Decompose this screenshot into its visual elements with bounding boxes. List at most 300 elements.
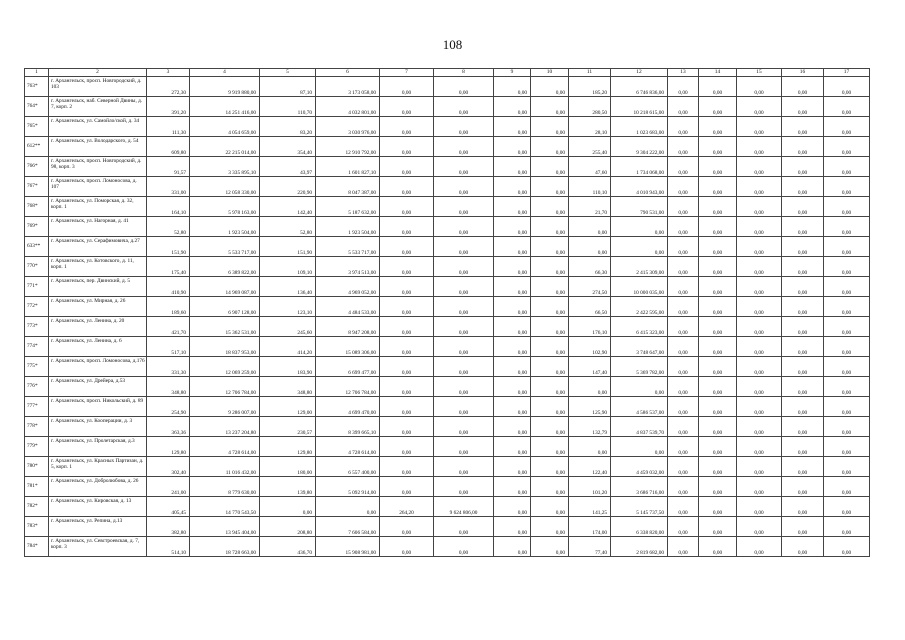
value-cell-11: 125,90	[569, 397, 611, 417]
value-cell-3: 164,10	[147, 197, 190, 217]
row-number-cell: 774*	[25, 337, 49, 357]
value-cell-16: 0,00	[782, 137, 824, 157]
row-number-cell: 765*	[25, 117, 49, 137]
table-row	[25, 537, 870, 557]
table-row	[25, 117, 870, 137]
value-cell-12: 5 145 737,50	[611, 497, 668, 517]
value-cell-15: 0,00	[737, 437, 782, 457]
value-cell-5: 180,00	[260, 457, 316, 477]
value-cell-9: 0,00	[494, 177, 531, 197]
value-cell-7: 0,00	[380, 357, 434, 377]
value-cell-9: 0,00	[494, 157, 531, 177]
value-cell-10: 0,00	[531, 517, 569, 537]
value-cell-8: 0,00	[434, 197, 494, 217]
value-cell-13: 0,00	[668, 517, 699, 537]
value-cell-16: 0,00	[782, 97, 824, 117]
value-cell-9: 0,00	[494, 537, 531, 557]
column-number-12: 12	[611, 69, 668, 77]
value-cell-7: 0,00	[380, 337, 434, 357]
value-cell-8: 0,00	[434, 377, 494, 397]
value-cell-15: 0,00	[737, 457, 782, 477]
value-cell-13: 0,00	[668, 417, 699, 437]
value-cell-12: 5 369 782,00	[611, 357, 668, 377]
value-cell-17: 0,00	[824, 297, 870, 317]
value-cell-11: 110,10	[569, 177, 611, 197]
column-number-14: 14	[699, 69, 737, 77]
value-cell-3: 410,90	[147, 277, 190, 297]
value-cell-6: 4 032 801,00	[316, 97, 380, 117]
row-number-cell: 770*	[25, 257, 49, 277]
row-number-cell: 771*	[25, 277, 49, 297]
value-cell-7: 0,00	[380, 257, 434, 277]
value-cell-9: 0,00	[494, 417, 531, 437]
value-cell-9: 0,00	[494, 337, 531, 357]
address-cell: г. Архангельск, просп. Ломоносова, д.176	[49, 357, 147, 377]
value-cell-9: 0,00	[494, 477, 531, 497]
value-cell-6: 3 030 976,00	[316, 117, 380, 137]
value-cell-7: 0,00	[380, 417, 434, 437]
value-cell-4: 5 978 163,00	[190, 197, 260, 217]
value-cell-7: 0,00	[380, 157, 434, 177]
row-number-cell: 783*	[25, 517, 49, 537]
value-cell-8: 0,00	[434, 317, 494, 337]
address-cell: г. Архангельск, ул. Володарского, д. 54	[49, 137, 147, 157]
value-cell-13: 0,00	[668, 437, 699, 457]
value-cell-17: 0,00	[824, 477, 870, 497]
column-number-4: 4	[190, 69, 260, 77]
address-cell: г. Архангельск, ул. Ленина, д. 20	[49, 317, 147, 337]
value-cell-14: 0,00	[699, 417, 737, 437]
value-cell-15: 0,00	[737, 217, 782, 237]
value-cell-5: 139,80	[260, 477, 316, 497]
row-number-cell: 780*	[25, 457, 49, 477]
value-cell-4: 15 362 531,00	[190, 317, 260, 337]
table-row	[25, 397, 870, 417]
data-table	[24, 68, 870, 557]
value-cell-13: 0,00	[668, 157, 699, 177]
value-cell-5: 87,10	[260, 77, 316, 97]
value-cell-3: 405,45	[147, 497, 190, 517]
value-cell-11: 280,50	[569, 97, 611, 117]
column-number-10: 10	[531, 69, 569, 77]
value-cell-17: 0,00	[824, 277, 870, 297]
value-cell-8: 9 624 806,00	[434, 497, 494, 517]
value-cell-13: 0,00	[668, 117, 699, 137]
address-cell: г. Архангельск, ул. Мирная, д. 26	[49, 297, 147, 317]
value-cell-11: 0,00	[569, 437, 611, 457]
address-cell: г. Архангельск, просп. Новгородский, д. 103	[49, 77, 147, 97]
value-cell-16: 0,00	[782, 517, 824, 537]
value-cell-5: 208,80	[260, 517, 316, 537]
value-cell-10: 0,00	[531, 457, 569, 477]
value-cell-16: 0,00	[782, 377, 824, 397]
value-cell-11: 28,10	[569, 117, 611, 137]
value-cell-17: 0,00	[824, 517, 870, 537]
value-cell-6: 12 910 792,00	[316, 137, 380, 157]
column-number-15: 15	[737, 69, 782, 77]
address-cell: г. Архангельск, просп. Никольский, д. 89	[49, 397, 147, 417]
value-cell-13: 0,00	[668, 397, 699, 417]
value-cell-3: 241,00	[147, 477, 190, 497]
value-cell-13: 0,00	[668, 377, 699, 397]
value-cell-13: 0,00	[668, 317, 699, 337]
value-cell-10: 0,00	[531, 117, 569, 137]
table-row	[25, 97, 870, 117]
value-cell-11: 174,00	[569, 517, 611, 537]
address-cell: г. Архангельск, пер. Двинский, д. 5	[49, 277, 147, 297]
value-cell-17: 0,00	[824, 237, 870, 257]
value-cell-7: 0,00	[380, 277, 434, 297]
row-number-cell: 612**	[25, 137, 49, 157]
value-cell-15: 0,00	[737, 317, 782, 337]
table-row	[25, 77, 870, 97]
value-cell-5: 110,70	[260, 97, 316, 117]
column-number-11: 11	[569, 69, 611, 77]
value-cell-6: 8 947 208,00	[316, 317, 380, 337]
value-cell-4: 12 706 784,00	[190, 377, 260, 397]
value-cell-8: 0,00	[434, 77, 494, 97]
value-cell-3: 609,80	[147, 137, 190, 157]
value-cell-11: 102,90	[569, 337, 611, 357]
value-cell-11: 0,00	[569, 217, 611, 237]
address-cell: г. Архангельск, ул. Дрейера, д.53	[49, 377, 147, 397]
value-cell-16: 0,00	[782, 177, 824, 197]
value-cell-3: 517,10	[147, 337, 190, 357]
value-cell-11: 66,50	[569, 297, 611, 317]
value-cell-5: 129,80	[260, 437, 316, 457]
value-cell-5: 136,40	[260, 277, 316, 297]
value-cell-13: 0,00	[668, 297, 699, 317]
value-cell-15: 0,00	[737, 237, 782, 257]
value-cell-5: 52,80	[260, 217, 316, 237]
value-cell-13: 0,00	[668, 197, 699, 217]
value-cell-10: 0,00	[531, 157, 569, 177]
value-cell-9: 0,00	[494, 517, 531, 537]
value-cell-4: 18 728 663,00	[190, 537, 260, 557]
value-cell-3: 514,10	[147, 537, 190, 557]
value-cell-5: 0,00	[260, 497, 316, 517]
value-cell-14: 0,00	[699, 457, 737, 477]
value-cell-10: 0,00	[531, 297, 569, 317]
value-cell-16: 0,00	[782, 157, 824, 177]
value-cell-16: 0,00	[782, 317, 824, 337]
value-cell-14: 0,00	[699, 197, 737, 217]
value-cell-16: 0,00	[782, 77, 824, 97]
value-cell-14: 0,00	[699, 537, 737, 557]
value-cell-4: 9 286 007,00	[190, 397, 260, 417]
column-number-1: 1	[25, 69, 49, 77]
page-number: 108	[442, 37, 463, 52]
value-cell-5: 220,90	[260, 177, 316, 197]
address-cell: г. Архангельск, ул. Пролетарская, д.3	[49, 437, 147, 457]
value-cell-15: 0,00	[737, 537, 782, 557]
value-cell-11: 0,00	[569, 237, 611, 257]
value-cell-12: 2 415 309,00	[611, 257, 668, 277]
value-cell-11: 101,20	[569, 477, 611, 497]
value-cell-7: 0,00	[380, 137, 434, 157]
value-cell-5: 43,97	[260, 157, 316, 177]
value-cell-4: 12 069 259,00	[190, 357, 260, 377]
value-cell-13: 0,00	[668, 497, 699, 517]
value-cell-17: 0,00	[824, 377, 870, 397]
value-cell-9: 0,00	[494, 97, 531, 117]
row-number-cell: 764*	[25, 97, 49, 117]
value-cell-8: 0,00	[434, 357, 494, 377]
value-cell-10: 0,00	[531, 437, 569, 457]
value-cell-12: 3 748 647,00	[611, 337, 668, 357]
value-cell-8: 0,00	[434, 237, 494, 257]
row-number-cell: 768*	[25, 197, 49, 217]
value-cell-12: 1 023 683,00	[611, 117, 668, 137]
value-cell-6: 3 974 513,00	[316, 257, 380, 277]
value-cell-3: 391,20	[147, 97, 190, 117]
value-cell-17: 0,00	[824, 117, 870, 137]
value-cell-15: 0,00	[737, 477, 782, 497]
value-cell-15: 0,00	[737, 357, 782, 377]
table-row	[25, 457, 870, 477]
value-cell-10: 0,00	[531, 177, 569, 197]
value-cell-14: 0,00	[699, 497, 737, 517]
value-cell-4: 11 016 432,00	[190, 457, 260, 477]
value-cell-13: 0,00	[668, 237, 699, 257]
value-cell-3: 382,80	[147, 517, 190, 537]
value-cell-7: 0,00	[380, 537, 434, 557]
value-cell-15: 0,00	[737, 497, 782, 517]
table-row	[25, 257, 870, 277]
address-cell: г. Архангельск, просп. Новгородский, д. 98, корп. 3	[49, 157, 147, 177]
header-row	[25, 69, 870, 77]
value-cell-11: 0,00	[569, 377, 611, 397]
column-number-2: 2	[49, 69, 147, 77]
value-cell-3: 331,30	[147, 357, 190, 377]
value-cell-3: 111,30	[147, 117, 190, 137]
value-cell-3: 151,90	[147, 237, 190, 257]
row-number-cell: 763*	[25, 77, 49, 97]
value-cell-17: 0,00	[824, 537, 870, 557]
value-cell-17: 0,00	[824, 197, 870, 217]
value-cell-10: 0,00	[531, 137, 569, 157]
value-cell-15: 0,00	[737, 337, 782, 357]
value-cell-13: 0,00	[668, 97, 699, 117]
column-number-6: 6	[316, 69, 380, 77]
table-row	[25, 137, 870, 157]
value-cell-15: 0,00	[737, 257, 782, 277]
value-cell-4: 4 054 659,00	[190, 117, 260, 137]
value-cell-4: 14 770 543,50	[190, 497, 260, 517]
value-cell-6: 7 606 584,00	[316, 517, 380, 537]
value-cell-17: 0,00	[824, 97, 870, 117]
value-cell-4: 14 969 087,00	[190, 277, 260, 297]
value-cell-14: 0,00	[699, 277, 737, 297]
value-cell-4: 6 907 128,00	[190, 297, 260, 317]
table-row	[25, 317, 870, 337]
value-cell-13: 0,00	[668, 477, 699, 497]
value-cell-16: 0,00	[782, 197, 824, 217]
value-cell-12: 2 422 595,00	[611, 297, 668, 317]
value-cell-13: 0,00	[668, 257, 699, 277]
value-cell-6: 1 923 504,00	[316, 217, 380, 237]
column-number-7: 7	[380, 69, 434, 77]
value-cell-4: 12 058 330,00	[190, 177, 260, 197]
value-cell-10: 0,00	[531, 337, 569, 357]
value-cell-13: 0,00	[668, 357, 699, 377]
value-cell-17: 0,00	[824, 417, 870, 437]
value-cell-5: 83,20	[260, 117, 316, 137]
value-cell-7: 0,00	[380, 377, 434, 397]
value-cell-3: 91,57	[147, 157, 190, 177]
value-cell-10: 0,00	[531, 257, 569, 277]
table-row	[25, 177, 870, 197]
value-cell-9: 0,00	[494, 297, 531, 317]
value-cell-14: 0,00	[699, 377, 737, 397]
table-row	[25, 337, 870, 357]
column-number-13: 13	[668, 69, 699, 77]
table-row	[25, 217, 870, 237]
value-cell-12: 4 459 032,00	[611, 457, 668, 477]
value-cell-7: 0,00	[380, 237, 434, 257]
value-cell-9: 0,00	[494, 77, 531, 97]
value-cell-15: 0,00	[737, 77, 782, 97]
value-cell-12: 4 837 539,70	[611, 417, 668, 437]
row-number-cell: 777*	[25, 397, 49, 417]
value-cell-7: 0,00	[380, 197, 434, 217]
value-cell-14: 0,00	[699, 237, 737, 257]
value-cell-4: 9 919 880,00	[190, 77, 260, 97]
value-cell-17: 0,00	[824, 497, 870, 517]
row-number-cell: 775*	[25, 357, 49, 377]
value-cell-15: 0,00	[737, 157, 782, 177]
value-cell-16: 0,00	[782, 257, 824, 277]
value-cell-6: 4 969 052,00	[316, 277, 380, 297]
value-cell-13: 0,00	[668, 277, 699, 297]
value-cell-6: 8 047 387,00	[316, 177, 380, 197]
value-cell-3: 331,00	[147, 177, 190, 197]
value-cell-7: 0,00	[380, 317, 434, 337]
value-cell-16: 0,00	[782, 417, 824, 437]
value-cell-11: 255,40	[569, 137, 611, 157]
table-body	[25, 69, 870, 557]
value-cell-15: 0,00	[737, 117, 782, 137]
column-number-8: 8	[434, 69, 494, 77]
value-cell-5: 183,90	[260, 357, 316, 377]
value-cell-13: 0,00	[668, 77, 699, 97]
value-cell-16: 0,00	[782, 277, 824, 297]
row-number-cell: 633**	[25, 237, 49, 257]
value-cell-11: 47,60	[569, 157, 611, 177]
value-cell-4: 3 335 895,10	[190, 157, 260, 177]
table-row	[25, 377, 870, 397]
value-cell-16: 0,00	[782, 237, 824, 257]
value-cell-8: 0,00	[434, 517, 494, 537]
value-cell-17: 0,00	[824, 317, 870, 337]
value-cell-12: 0,00	[611, 437, 668, 457]
value-cell-16: 0,00	[782, 297, 824, 317]
value-cell-8: 0,00	[434, 437, 494, 457]
value-cell-14: 0,00	[699, 77, 737, 97]
value-cell-12: 10 218 615,00	[611, 97, 668, 117]
value-cell-7: 264,20	[380, 497, 434, 517]
value-cell-12: 2 819 682,00	[611, 537, 668, 557]
value-cell-6: 5 092 914,00	[316, 477, 380, 497]
value-cell-9: 0,00	[494, 317, 531, 337]
value-cell-8: 0,00	[434, 457, 494, 477]
value-cell-16: 0,00	[782, 477, 824, 497]
value-cell-4: 6 389 822,00	[190, 257, 260, 277]
value-cell-16: 0,00	[782, 357, 824, 377]
value-cell-9: 0,00	[494, 257, 531, 277]
value-cell-10: 0,00	[531, 497, 569, 517]
value-cell-7: 0,00	[380, 177, 434, 197]
value-cell-17: 0,00	[824, 257, 870, 277]
value-cell-11: 147,40	[569, 357, 611, 377]
table-row	[25, 297, 870, 317]
column-number-16: 16	[782, 69, 824, 77]
value-cell-11: 66,30	[569, 257, 611, 277]
column-number-17: 17	[824, 69, 870, 77]
value-cell-14: 0,00	[699, 397, 737, 417]
value-cell-10: 0,00	[531, 237, 569, 257]
row-number-cell: 772*	[25, 297, 49, 317]
value-cell-12: 0,00	[611, 217, 668, 237]
value-cell-14: 0,00	[699, 257, 737, 277]
value-cell-7: 0,00	[380, 217, 434, 237]
value-cell-14: 0,00	[699, 117, 737, 137]
row-number-cell: 782*	[25, 497, 49, 517]
row-number-cell: 778*	[25, 417, 49, 437]
value-cell-6: 8 399 665,10	[316, 417, 380, 437]
value-cell-8: 0,00	[434, 477, 494, 497]
address-cell: г. Архангельск, ул. Добролюбова, д. 26	[49, 477, 147, 497]
value-cell-17: 0,00	[824, 397, 870, 417]
value-cell-13: 0,00	[668, 537, 699, 557]
value-cell-7: 0,00	[380, 297, 434, 317]
value-cell-14: 0,00	[699, 137, 737, 157]
value-cell-8: 0,00	[434, 397, 494, 417]
value-cell-12: 9 304 222,00	[611, 137, 668, 157]
row-number-cell: 769*	[25, 217, 49, 237]
value-cell-8: 0,00	[434, 137, 494, 157]
row-number-cell: 784*	[25, 537, 49, 557]
value-cell-6: 1 601 827,10	[316, 157, 380, 177]
value-cell-5: 436,70	[260, 537, 316, 557]
address-cell: г. Архангельск, наб. Северной Двины, д. 7, корп. 2	[49, 97, 147, 117]
value-cell-5: 245,60	[260, 317, 316, 337]
row-number-cell: 773*	[25, 317, 49, 337]
address-cell: г. Архангельск, ул. Репина, д.13	[49, 517, 147, 537]
value-cell-11: 141,25	[569, 497, 611, 517]
value-cell-17: 0,00	[824, 77, 870, 97]
value-cell-4: 4 728 614,00	[190, 437, 260, 457]
value-cell-7: 0,00	[380, 477, 434, 497]
value-cell-9: 0,00	[494, 197, 531, 217]
value-cell-13: 0,00	[668, 337, 699, 357]
value-cell-16: 0,00	[782, 537, 824, 557]
value-cell-3: 254,90	[147, 397, 190, 417]
table-row	[25, 237, 870, 257]
value-cell-7: 0,00	[380, 77, 434, 97]
value-cell-13: 0,00	[668, 177, 699, 197]
value-cell-13: 0,00	[668, 217, 699, 237]
value-cell-17: 0,00	[824, 337, 870, 357]
value-cell-6: 6 557 400,00	[316, 457, 380, 477]
value-cell-3: 421,70	[147, 317, 190, 337]
address-cell: г. Архангельск, ул. Кировская, д. 13	[49, 497, 147, 517]
row-number-cell: 781*	[25, 477, 49, 497]
value-cell-15: 0,00	[737, 177, 782, 197]
value-cell-6: 3 173 058,00	[316, 77, 380, 97]
table-row	[25, 417, 870, 437]
value-cell-14: 0,00	[699, 517, 737, 537]
